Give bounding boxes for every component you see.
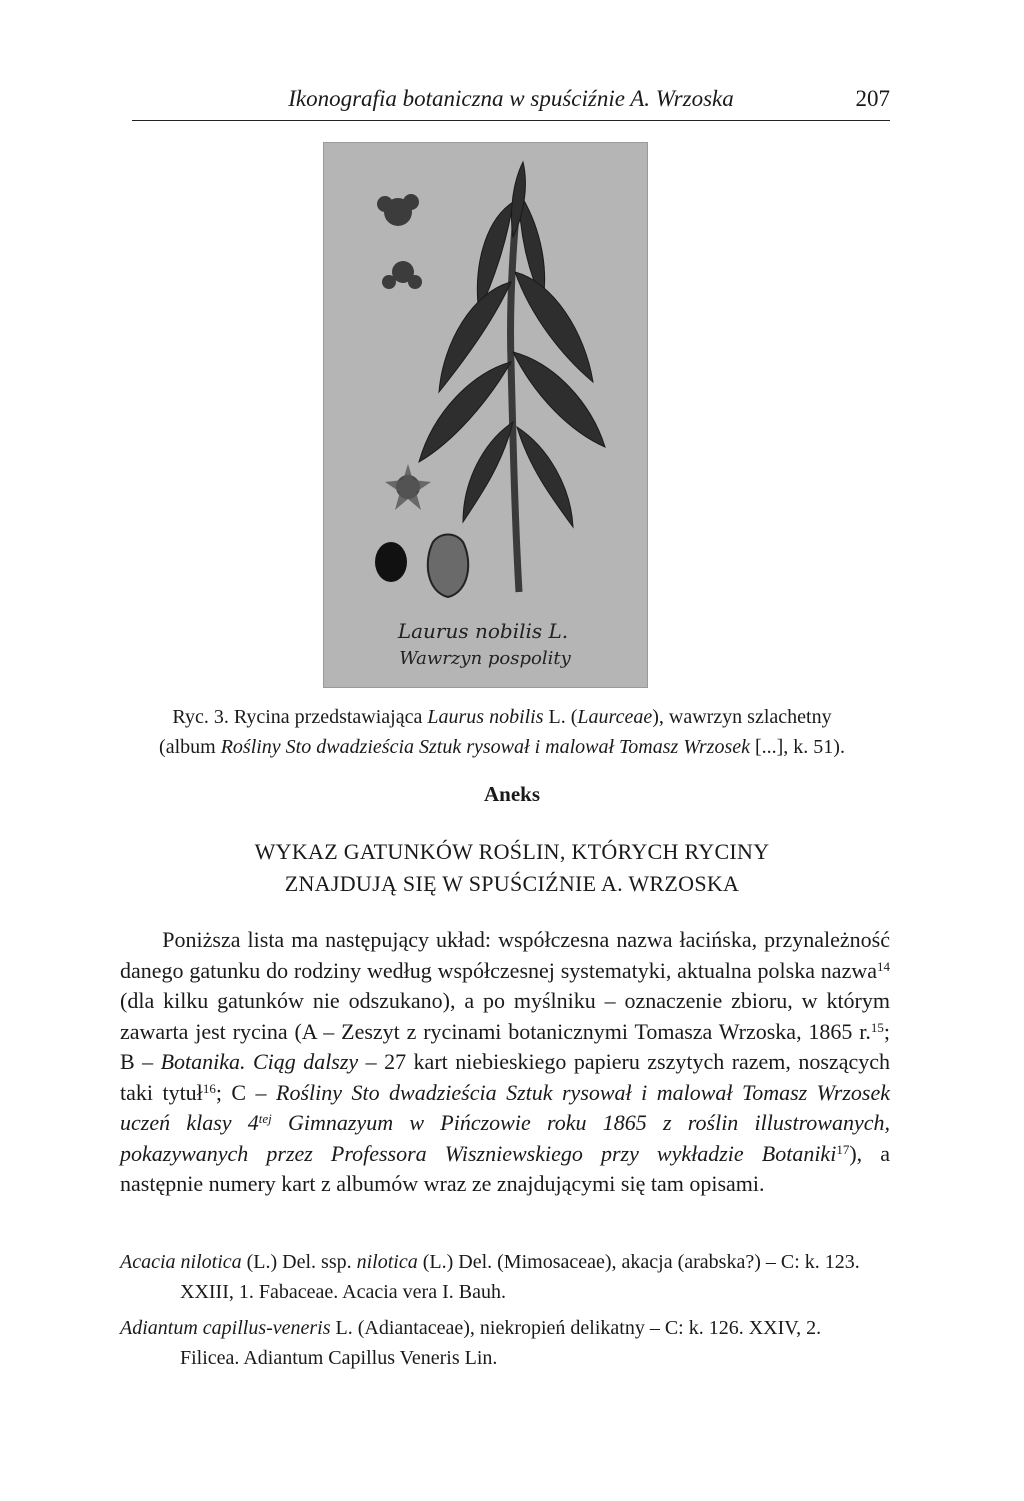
entry-text-1: L. (Adiantaceae), niekropień delikatny – C: k. 126. XXIV, 2. <box>330 1317 822 1339</box>
caption-album-suffix: [...], k. 51). <box>749 736 845 758</box>
caption-after-family: ), wawrzyn szlachetny <box>652 706 832 728</box>
intro-italic-2: Rośliny Sto dwadzieścia Sztuk rysował i malował Tomasz Wrzosek uczeń klasy 4 <box>120 1079 891 1135</box>
intro-paragraph <box>120 925 890 1200</box>
intro-text-4: – 27 kart niebieskiego papieru zszytych razem, noszących taki tytuł <box>120 1049 890 1105</box>
inscription-line-1: Laurus nobilis L. <box>397 619 569 643</box>
caption-family: Laurceae <box>577 706 653 728</box>
entry-species-name: Adiantum capillus-veneris <box>120 1317 331 1339</box>
botanical-illustration <box>323 142 648 688</box>
section-heading-line-1: WYKAZ GATUNKÓW ROŚLIN, KTÓRYCH RYCINY <box>254 839 770 864</box>
species-entry <box>120 1313 890 1373</box>
entry-continuation: XXIII, 1. Fabaceae. Acacia vera I. Bauh. <box>180 1281 506 1303</box>
section-heading <box>0 836 1024 900</box>
intro-text-1: Poniższa lista ma następujący układ: współczesna nazwa łacińska, przynależność danego gatunku do rodziny według współczesnej systematyki, aktualna polska nazwa <box>120 927 890 983</box>
entry-continuation: Filicea. Adiantum Capillus Veneris Lin. <box>180 1347 498 1369</box>
entry-subspecies: nilotica <box>356 1251 418 1273</box>
running-header <box>132 80 890 121</box>
entry-text-1: (L.) Del. ssp. <box>241 1251 357 1273</box>
footnote-ref-16: 16 <box>202 1080 216 1096</box>
section-heading-line-2: ZNAJDUJĄ SIĘ W SPUŚCIŹNIE A. WRZOSKA <box>284 871 740 896</box>
caption-album-title: Rośliny Sto dwadzieścia Sztuk rysował i malował Tomasz Wrzosek <box>220 736 750 758</box>
intro-text-6: ), a następnie numery kart z albumów wraz ze znajdującymi się tam opisami. <box>120 1140 890 1196</box>
species-entry <box>120 1247 890 1307</box>
entry-text-2: (L.) Del. (Mimosaceae), akacja (arabska?) – C: k. 123. <box>417 1251 860 1273</box>
running-title: Ikonografia botaniczna w spuściźnie A. Wrzoska <box>288 86 734 111</box>
intro-italic-1: Botanika. Ciąg dalszy <box>160 1049 359 1074</box>
caption-species: Laurus nobilis <box>427 706 544 728</box>
figure-caption <box>92 702 912 762</box>
intro-text-3: ; B – <box>120 1018 890 1074</box>
caption-prefix: Ryc. 3. Rycina przedstawiająca <box>172 706 428 728</box>
entry-species-name: Acacia nilotica <box>120 1251 242 1273</box>
inscription-line-2: Wawrzyn pospolity <box>399 648 571 669</box>
caption-album-prefix: (album <box>159 736 221 758</box>
intro-text-5: ; C – <box>215 1079 277 1105</box>
annex-title: Aneks <box>483 782 541 806</box>
footnote-ref-17: 17 <box>836 1141 850 1157</box>
intro-italic-3: Gimnazyum w Pińczowie roku 1865 z roślin illustrowanych, pokazywanych przez Professora Wiszniewskiego przy wykładzie Botaniki <box>120 1110 891 1166</box>
footnote-ref-14: 14 <box>877 958 890 974</box>
intro-text-2: (dla kilku gatunków nie odszukano), a po myślniku – oznaczenie zbioru, w którym zawarta jest rycina (A – Zeszyt z rycinami botanicznymi Tomasza Wrzoska, 1865 r. <box>120 988 890 1044</box>
footnote-ref-15: 15 <box>870 1019 884 1035</box>
superscript-tej: tej <box>258 1111 272 1126</box>
page-number: 207 <box>855 86 890 111</box>
caption-after-species: L. ( <box>543 706 578 728</box>
